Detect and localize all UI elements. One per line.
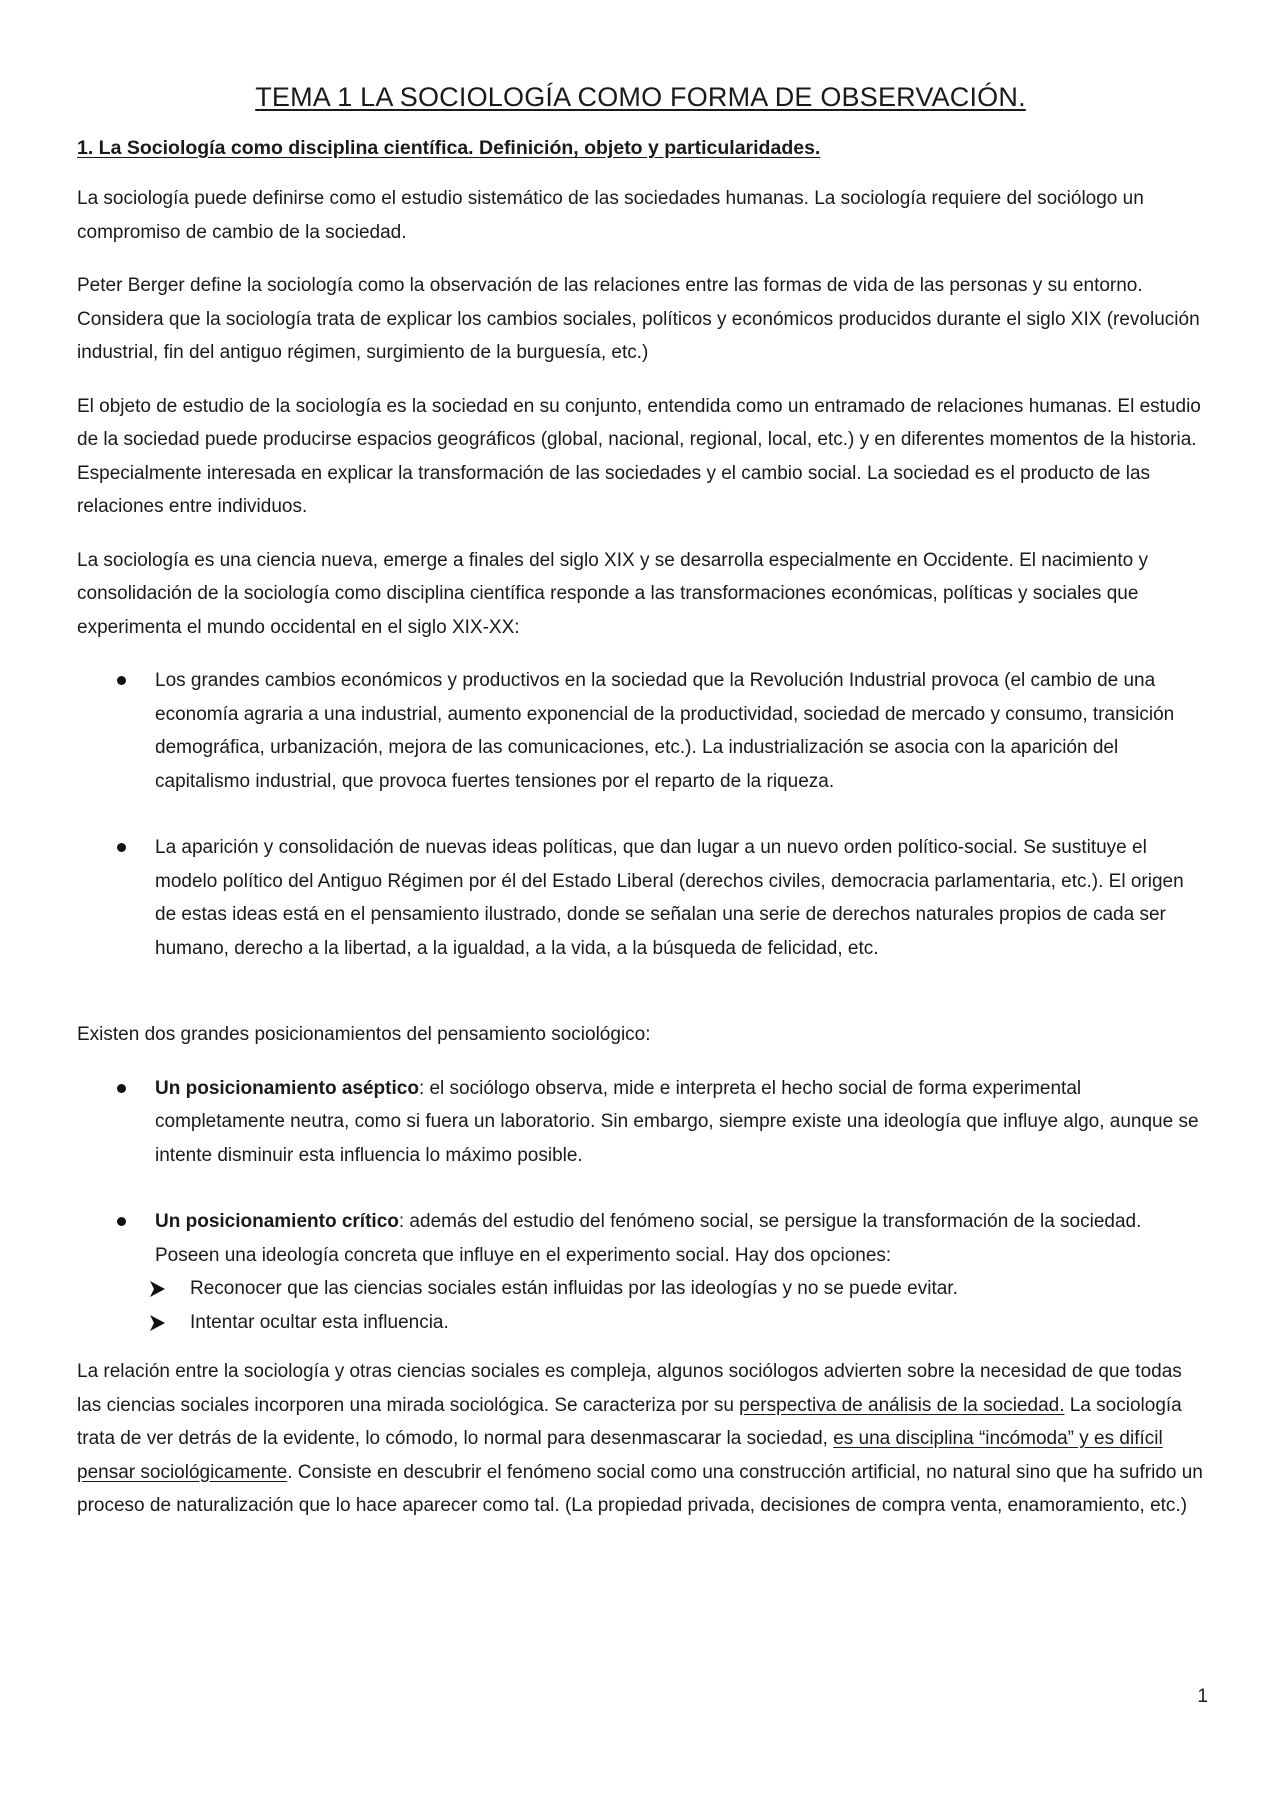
bullet-icon — [117, 676, 126, 685]
list-item — [77, 664, 1204, 798]
bullet-icon — [117, 843, 126, 852]
underlined-phrase: es una disciplina “incómoda” y es difícil pensar sociológicamente — [77, 1428, 1163, 1483]
list-item-text: La aparición y consolidación de nuevas ideas políticas, que dan lugar a un nuevo orden político-social. Se sustituye el modelo político del Antiguo Régimen por él del Estado Liberal (derechos civiles, democracia parlamentaria, etc.). El origen de estas ideas está en el pensamiento ilustrado, donde se señalan una serie de derechos naturales propios de cada ser humano, derecho a la libertad, a la igualdad, a la vida, a la búsqueda de felicidad, etc. — [155, 837, 1184, 959]
text-run: . Consiste en descubrir el fenómeno social como una construcción artificial, no natural sino que ha sufrido un proceso de naturalización que lo hace aparecer como tal. (La propiedad privada, decisiones de compra venta, enamoramiento, etc.) — [77, 1461, 1203, 1516]
paragraph-peter-berger: Peter Berger define la sociología como la observación de las relaciones entre las formas de vida de las personas y su entorno. Considera que la sociología trata de explicar los cambios sociales, políticos y económicos producidos durante el siglo XIX (revolución industrial, fin del antiguo régimen, surgimiento de la burguesía, etc.) — [77, 275, 1200, 363]
position-text: : además del estudio del fenómeno social, se persigue la transformación de la sociedad. Poseen una ideología concreta que influye en el experimento social. Hay dos opciones: — [155, 1211, 1142, 1266]
position-term: Un posicionamiento crítico — [155, 1211, 399, 1232]
section-heading: 1. La Sociología como disciplina científica. Definición, objeto y particularidades. — [77, 137, 821, 159]
text-run: La sociología trata de ver detrás de la evidente, lo cómodo, lo normal para desenmascarar la sociedad, — [77, 1394, 1182, 1449]
options-list — [77, 1272, 1204, 1339]
positions-list — [77, 1072, 1204, 1273]
list-item-text: Los grandes cambios económicos y productivos en la sociedad que la Revolución Industrial provoca (el cambio de una economía agraria a una industrial, aumento exponencial de la productividad, sociedad de mercado y consumo, transición demográfica, urbanización, mejora de las comunicaciones, etc.). La industrialización se asocia con la aparición del capitalismo industrial, que provoca fuertes tensiones por el reparto de la riqueza. — [155, 670, 1175, 792]
list-item — [77, 1205, 1204, 1272]
page-content — [77, 82, 1204, 1543]
option-text: Intentar ocultar esta influencia. — [190, 1311, 449, 1333]
position-text: : el sociólogo observa, mide e interpreta el hecho social de forma experimental completamente neutra, como si fuera un laboratorio. Sin embargo, siempre existe una ideología que influye algo, aunque se intente disminuir esta influencia lo máximo posible. — [155, 1077, 1199, 1166]
paragraph-new-science: La sociología es una ciencia nueva, emerge a finales del siglo XIX y se desarrolla especialmente en Occidente. El nacimiento y consolidación de la sociología como disciplina científica responde a las transformaciones económicas, políticas y sociales que experimenta el mundo occidental en el siglo XIX-XX: — [77, 549, 1148, 638]
list-item — [77, 1072, 1204, 1173]
list-item — [77, 1272, 1204, 1306]
arrow-bullet-icon — [150, 1315, 165, 1331]
bullet-icon — [117, 1084, 126, 1093]
arrow-bullet-icon — [150, 1281, 165, 1297]
list-item — [77, 1306, 1204, 1340]
transformations-list — [77, 664, 1204, 965]
bullet-icon — [117, 1217, 126, 1226]
option-text: Reconocer que las ciencias sociales están influidas por las ideologías y no se puede evitar. — [190, 1278, 958, 1299]
document-title: TEMA 1 LA SOCIOLOGÍA COMO FORMA DE OBSERVACIÓN. — [255, 82, 1026, 112]
text-run: La relación entre la sociología y otras ciencias sociales es compleja, algunos sociólogos advierten sobre la necesidad de que todas las ciencias sociales incorporen una mirada sociológica. Se caracteriza por su — [77, 1361, 1182, 1416]
page-number: 1 — [1197, 1686, 1208, 1707]
paragraph-relation — [77, 1355, 1204, 1523]
paragraph-definition: La sociología puede definirse como el estudio sistemático de las sociedades humanas. La sociología requiere del sociólogo un compromiso de cambio de la sociedad. — [77, 188, 1144, 243]
list-item — [77, 831, 1204, 965]
paragraph-object-of-study: El objeto de estudio de la sociología es la sociedad en su conjunto, entendida como un entramado de relaciones humanas. El estudio de la sociedad puede producirse espacios geográficos (global, nacional, regional, local, etc.) y en diferentes momentos de la historia. Especialmente interesada en explicar la transformación de las sociedades y el cambio social. La sociedad es el producto de las relaciones entre individuos. — [77, 395, 1201, 517]
underlined-phrase: perspectiva de análisis de la sociedad. — [739, 1394, 1065, 1416]
paragraph-positions-intro: Existen dos grandes posicionamientos del pensamiento sociológico: — [77, 1024, 651, 1045]
position-term: Un posicionamiento aséptico — [155, 1077, 419, 1099]
